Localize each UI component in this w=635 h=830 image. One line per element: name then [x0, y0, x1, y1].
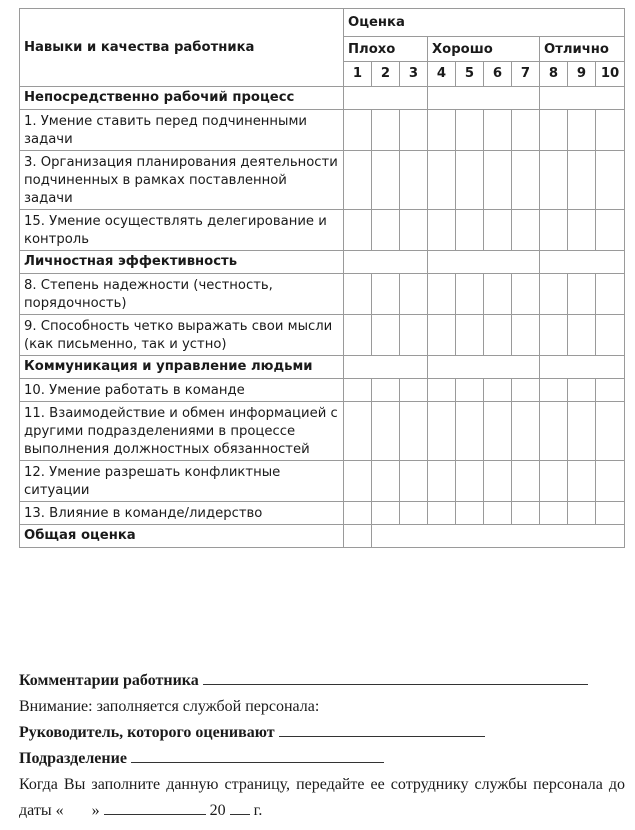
rating-cell-8[interactable] [540, 315, 568, 356]
rating-cell-3[interactable] [400, 210, 428, 251]
rating-cell-8[interactable] [540, 210, 568, 251]
rating-cell-4[interactable] [428, 315, 456, 356]
rating-cell-2[interactable] [372, 379, 400, 402]
rating-cell-group-excellent[interactable] [540, 251, 625, 274]
rating-cell-5[interactable] [456, 502, 484, 525]
rating-cell-5[interactable] [456, 210, 484, 251]
section-row [20, 87, 625, 110]
date-close-quote: » [91, 802, 100, 819]
rating-cell-2[interactable] [372, 210, 400, 251]
rating-cell-group-good[interactable] [428, 87, 540, 110]
instruction-paragraph [19, 772, 625, 824]
rating-cell-10[interactable] [596, 110, 625, 151]
rating-cell-2[interactable] [372, 151, 400, 210]
scale-7: 7 [512, 62, 540, 87]
skill-label: 1. Умение ставить перед подчиненными задачи [20, 110, 344, 151]
rating-cell-1[interactable] [344, 315, 372, 356]
rating-cell-2[interactable] [372, 461, 400, 502]
total-cell-1[interactable] [344, 525, 372, 548]
section-title: Коммуникация и управление людьми [20, 356, 344, 379]
rating-cell-9[interactable] [568, 502, 596, 525]
rating-cell-4[interactable] [428, 379, 456, 402]
rating-cell-group-good[interactable] [428, 251, 540, 274]
rating-cell-2[interactable] [372, 502, 400, 525]
scale-9: 9 [568, 62, 596, 87]
scale-5: 5 [456, 62, 484, 87]
rating-cell-3[interactable] [400, 502, 428, 525]
rating-cell-8[interactable] [540, 379, 568, 402]
rating-cell-4[interactable] [428, 461, 456, 502]
skill-label: 8. Степень надежности (честность, порядочность) [20, 274, 344, 315]
scale-4: 4 [428, 62, 456, 87]
skill-label: 10. Умение работать в команде [20, 379, 344, 402]
table-row [20, 402, 625, 461]
skill-label: 11. Взаимодействие и обмен информацией с другими подразделениями в процессе выполнения должностных обязанностей [20, 402, 344, 461]
rating-cell-7[interactable] [512, 210, 540, 251]
rating-cell-10[interactable] [596, 274, 625, 315]
rating-cell-8[interactable] [540, 502, 568, 525]
employee-comments-line [19, 668, 625, 694]
table-row [20, 379, 625, 402]
date-year-field[interactable] [230, 800, 250, 815]
group-good: Хорошо [428, 37, 540, 62]
rating-cell-6[interactable] [484, 379, 512, 402]
rating-cell-5[interactable] [456, 274, 484, 315]
rating-cell-3[interactable] [400, 315, 428, 356]
rating-cell-9[interactable] [568, 110, 596, 151]
rating-cell-1[interactable] [344, 402, 372, 461]
rating-cell-2[interactable] [372, 110, 400, 151]
table-row [20, 502, 625, 525]
section-row [20, 356, 625, 379]
rating-cell-5[interactable] [456, 379, 484, 402]
table-row [20, 110, 625, 151]
rating-cell-5[interactable] [456, 461, 484, 502]
rating-cell-2[interactable] [372, 274, 400, 315]
group-bad: Плохо [344, 37, 428, 62]
rating-cell-group-bad[interactable] [344, 87, 428, 110]
rating-cell-9[interactable] [568, 461, 596, 502]
rating-cell-4[interactable] [428, 274, 456, 315]
scale-10: 10 [596, 62, 625, 87]
scale-3: 3 [400, 62, 428, 87]
table-row [20, 151, 625, 210]
rating-cell-4[interactable] [428, 210, 456, 251]
year-suffix: г. [253, 802, 263, 819]
rating-cell-group-excellent[interactable] [540, 87, 625, 110]
rating-table [19, 8, 625, 548]
rating-cell-6[interactable] [484, 502, 512, 525]
rating-cell-8[interactable] [540, 151, 568, 210]
rating-cell-6[interactable] [484, 110, 512, 151]
rating-cell-3[interactable] [400, 274, 428, 315]
rating-cell-10[interactable] [596, 151, 625, 210]
group-excellent: Отлично [540, 37, 625, 62]
rating-cell-group-excellent[interactable] [540, 356, 625, 379]
skill-label: 15. Умение осуществлять делегирование и контроль [20, 210, 344, 251]
rating-cell-7[interactable] [512, 461, 540, 502]
section-title: Непосредственно рабочий процесс [20, 87, 344, 110]
rating-cell-1[interactable] [344, 274, 372, 315]
rating-cell-7[interactable] [512, 274, 540, 315]
rating-cell-7[interactable] [512, 379, 540, 402]
rating-cell-7[interactable] [512, 315, 540, 356]
total-row [20, 525, 625, 548]
rating-cell-10[interactable] [596, 461, 625, 502]
total-cell-rest[interactable] [372, 525, 625, 548]
table-row [20, 274, 625, 315]
rating-cell-10[interactable] [596, 210, 625, 251]
skills-header: Навыки и качества работника [20, 9, 344, 87]
rating-cell-9[interactable] [568, 274, 596, 315]
rating-cell-5[interactable] [456, 110, 484, 151]
rating-cell-1[interactable] [344, 210, 372, 251]
department-line [19, 746, 625, 772]
rating-header: Оценка [344, 9, 625, 37]
rating-cell-8[interactable] [540, 402, 568, 461]
rating-cell-4[interactable] [428, 502, 456, 525]
table-row [20, 461, 625, 502]
scale-6: 6 [484, 62, 512, 87]
rating-cell-6[interactable] [484, 461, 512, 502]
section-title: Личностная эффективность [20, 251, 344, 274]
rating-cell-7[interactable] [512, 502, 540, 525]
date-month-field[interactable] [104, 800, 206, 815]
manager-line [19, 720, 625, 746]
rating-cell-9[interactable] [568, 315, 596, 356]
rating-cell-1[interactable] [344, 110, 372, 151]
rating-cell-9[interactable] [568, 151, 596, 210]
rating-cell-6[interactable] [484, 274, 512, 315]
rating-cell-3[interactable] [400, 402, 428, 461]
rating-cell-3[interactable] [400, 110, 428, 151]
table-row [20, 315, 625, 356]
instruction-text: Когда Вы заполните данную страницу, передайте ее сотруднику службы персонала до даты « [19, 776, 625, 819]
rating-cell-5[interactable] [456, 151, 484, 210]
table-body [20, 9, 625, 548]
total-label: Общая оценка [20, 525, 344, 548]
rating-cell-3[interactable] [400, 379, 428, 402]
date-day-field[interactable] [68, 801, 92, 815]
year-prefix: 20 [209, 802, 226, 819]
header-row-rating [20, 9, 625, 37]
skill-label: 12. Умение разрешать конфликтные ситуации [20, 461, 344, 502]
rating-cell-7[interactable] [512, 110, 540, 151]
skill-label: 9. Способность четко выражать свои мысли (как письменно, так и устно) [20, 315, 344, 356]
rating-cell-8[interactable] [540, 110, 568, 151]
employee-comments-field[interactable] [203, 670, 588, 685]
manager-label: Руководитель, которого оценивают [19, 724, 275, 741]
rating-cell-1[interactable] [344, 379, 372, 402]
table-row [20, 210, 625, 251]
rating-cell-group-bad[interactable] [344, 356, 428, 379]
rating-cell-4[interactable] [428, 110, 456, 151]
rating-cell-9[interactable] [568, 210, 596, 251]
skill-label: 13. Влияние в команде/лидерство [20, 502, 344, 525]
rating-cell-group-good[interactable] [428, 356, 540, 379]
rating-cell-10[interactable] [596, 502, 625, 525]
rating-cell-1[interactable] [344, 151, 372, 210]
rating-cell-5[interactable] [456, 402, 484, 461]
rating-cell-7[interactable] [512, 402, 540, 461]
rating-cell-6[interactable] [484, 402, 512, 461]
section-row [20, 251, 625, 274]
rating-cell-3[interactable] [400, 151, 428, 210]
department-field[interactable] [131, 748, 384, 763]
scale-2: 2 [372, 62, 400, 87]
rating-cell-9[interactable] [568, 402, 596, 461]
rating-cell-3[interactable] [400, 461, 428, 502]
rating-cell-1[interactable] [344, 461, 372, 502]
skill-label: 3. Организация планирования деятельности подчиненных в рамках поставленной задачи [20, 151, 344, 210]
rating-cell-4[interactable] [428, 402, 456, 461]
scale-1: 1 [344, 62, 372, 87]
scale-8: 8 [540, 62, 568, 87]
rating-cell-8[interactable] [540, 274, 568, 315]
rating-cell-2[interactable] [372, 315, 400, 356]
rating-cell-10[interactable] [596, 402, 625, 461]
employee-comments-label: Комментарии работника [19, 672, 199, 689]
manager-field[interactable] [279, 722, 485, 737]
hr-note: Внимание: заполняется службой персонала: [19, 698, 320, 715]
rating-cell-2[interactable] [372, 402, 400, 461]
rating-cell-10[interactable] [596, 315, 625, 356]
rating-cell-6[interactable] [484, 151, 512, 210]
rating-cell-group-bad[interactable] [344, 251, 428, 274]
rating-cell-7[interactable] [512, 151, 540, 210]
rating-cell-8[interactable] [540, 461, 568, 502]
form-footer [19, 668, 625, 824]
rating-cell-6[interactable] [484, 210, 512, 251]
rating-cell-10[interactable] [596, 379, 625, 402]
rating-cell-5[interactable] [456, 315, 484, 356]
rating-cell-9[interactable] [568, 379, 596, 402]
rating-cell-6[interactable] [484, 315, 512, 356]
department-label: Подразделение [19, 750, 127, 767]
rating-cell-1[interactable] [344, 502, 372, 525]
rating-cell-4[interactable] [428, 151, 456, 210]
